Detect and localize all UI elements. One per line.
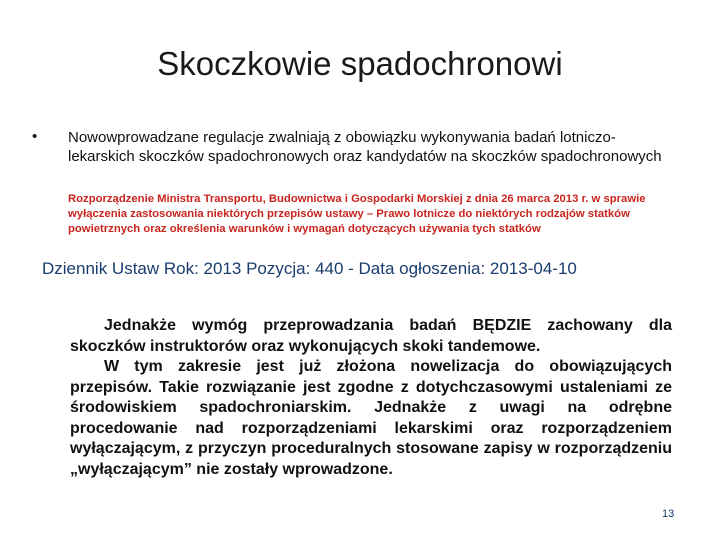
body-paragraphs [70,316,672,480]
page-number: 13 [662,508,675,520]
body-paragraph: Jednakże wymóg przeprowadzania badań BĘDZIE zachowany dla skoczków instruktorów oraz wykonujących skoki tandemowe. [70,317,672,355]
bullet-marker: • [32,128,38,145]
bullet-text: Nowowprowadzane regulacje zwalniają z obowiązku wykonywania badań lotniczo-lekarskich skoczków spadochronowych oraz kandydatów na skoczków spadochronowych [68,129,662,165]
body-paragraph: W tym zakresie jest już złożona nowelizacja do obowiązujących przepisów. Takie rozwiązanie jest zgodne z dotychczasowymi ustaleniami ze środowiskiem spadochroniarskim. Jednakże z uwagi na odrębne procedowanie nad rozporządzeniami lekarskimi oraz rozporządzeniem wyłączającym, z przyczyn proceduralnych stosowane zapisy w rozporządzeniu „wyłączającym” nie zostały wprowadzone. [70,358,672,478]
journal-reference: Dziennik Ustaw Rok: 2013 Pozycja: 440 - Data ogłoszenia: 2013-04-10 [42,259,577,278]
slide-title: Skoczkowie spadochronowi [157,45,563,82]
regulation-citation: Rozporządzenie Ministra Transportu, Budownictwa i Gospodarki Morskiej z dnia 26 marca 2013 r. w sprawie wyłączenia zastosowania niektórych przepisów ustawy – Prawo lotnicze do niektórych rodzajów statków powietrznych oraz określenia warunków i wymagań dotyczących używania tych statków [68,193,646,235]
